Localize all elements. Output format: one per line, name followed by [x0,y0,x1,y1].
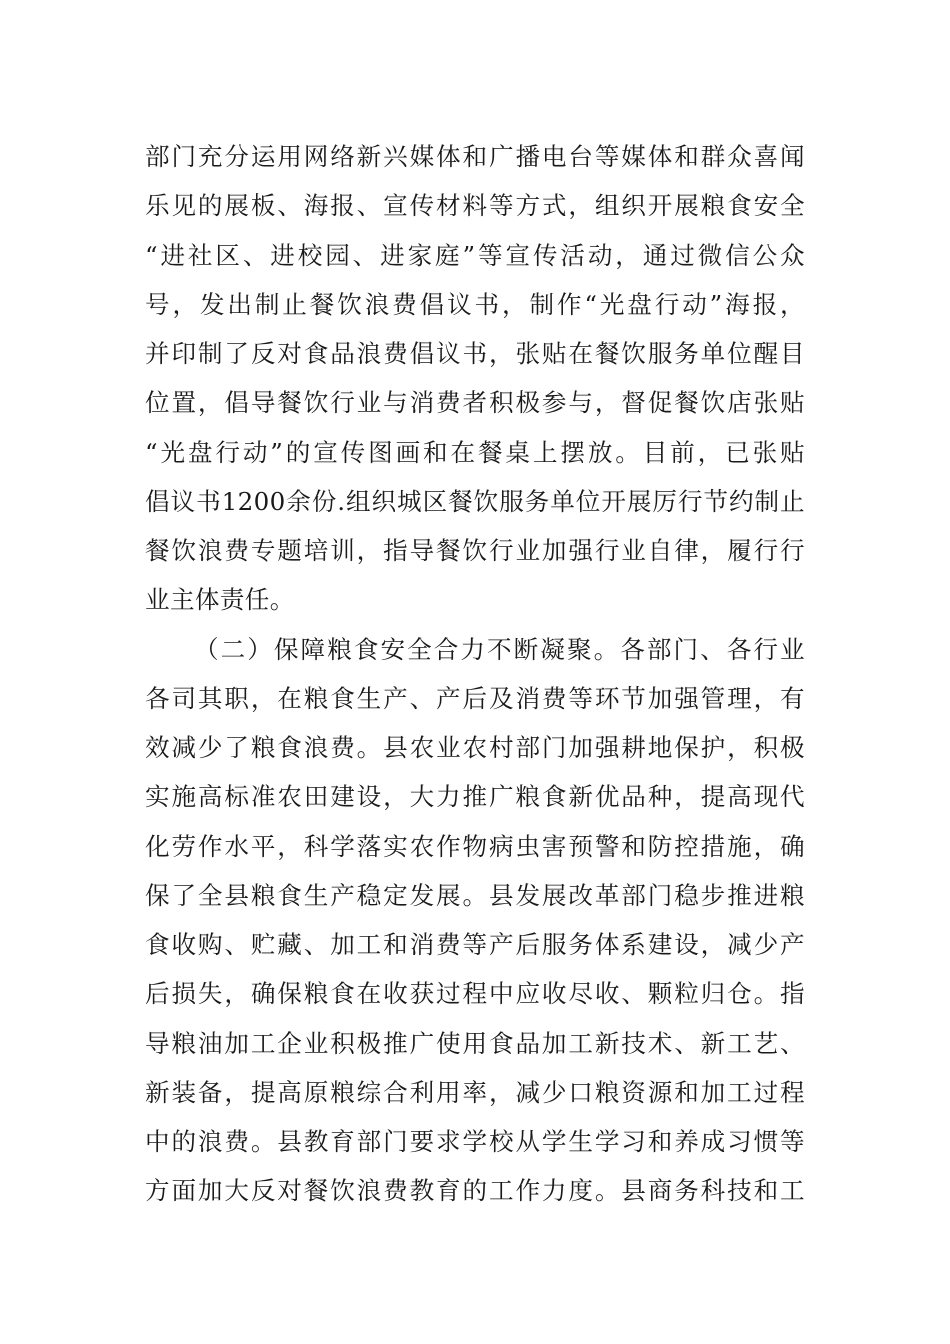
text-line: 业主体责任。 [145,585,295,615]
text-line: 中的浪费。县教育部门要求学校从学生学习和养成习惯等 [145,1127,805,1156]
text-line: 餐饮浪费专题培训，指导餐饮行业加强行业自律，履行行 [145,536,805,565]
text-line: 后损失，确保粮食在收获过程中应收尽收、颗粒归仓。指 [145,979,805,1009]
text-line: “进社区、进校园、进家庭”等宣传活动，通过微信公众 [145,240,805,270]
paragraph-1 [145,132,805,625]
text-line: 部门充分运用网络新兴媒体和广播电台等媒体和群众喜闻 [145,142,805,171]
text-line: 食收购、贮藏、加工和消费等产后服务体系建设，减少产 [145,930,805,959]
section-heading-line: （二）保障粮食安全合力不断凝聚。各部门、各行业 [194,634,805,664]
text-line: 并印制了反对食品浪费倡议书，张贴在餐饮服务单位醒目 [145,339,805,368]
text-line: 方面加大反对餐饮浪费教育的工作力度。县商务科技和工 [145,1176,805,1206]
text-line: 各司其职，在粮食生产、产后及消费等环节加强管理，有 [145,683,805,713]
text-line: 号，发出制止餐饮浪费倡议书，制作“光盘行动”海报， [145,289,805,319]
paragraph-2 [145,625,805,1216]
text-line: 位置，倡导餐饮行业与消费者积极参与，督促餐饮店张贴 [145,388,805,418]
text-line: 新装备，提高原粮综合利用率，减少口粮资源和加工过程 [145,1077,805,1107]
text-line: 化劳作水平，科学落实农作物病虫害预警和防控措施，确 [145,831,805,861]
text-line: 倡议书1200余份.组织城区餐饮服务单位开展厉行节约制止 [145,486,805,516]
text-line: 效减少了粮食浪费。县农业农村部门加强耕地保护，积极 [145,733,805,762]
text-line: 实施高标准农田建设，大力推广粮食新优品种，提高现代 [145,782,805,812]
text-line: “光盘行动”的宣传图画和在餐桌上摆放。目前，已张贴 [145,437,805,467]
document-body [145,132,805,1216]
text-line: 保了全县粮食生产稳定发展。县发展改革部门稳步推进粮 [145,880,805,910]
text-line: 导粮油加工企业积极推广使用食品加工新技术、新工艺、 [145,1028,805,1058]
text-line: 乐见的展板、海报、宣传材料等方式，组织开展粮食安全 [145,191,805,221]
